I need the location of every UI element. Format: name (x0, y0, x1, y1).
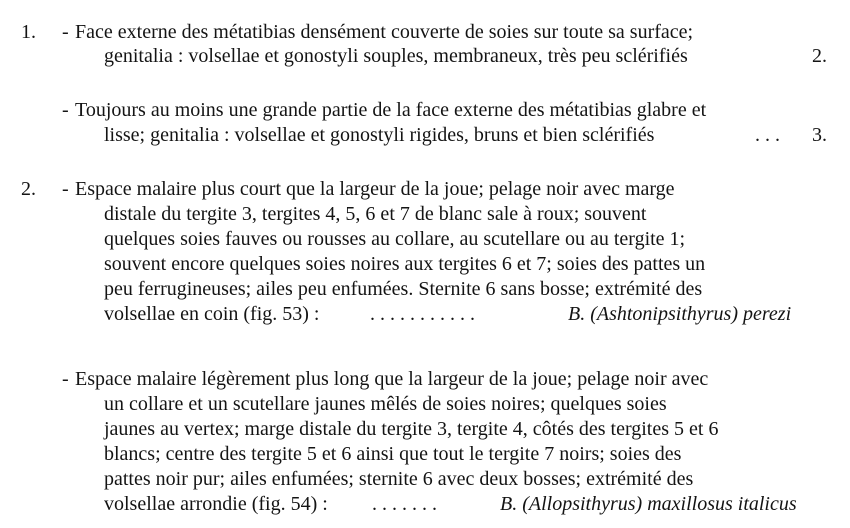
couplet-2b-line-3: jaunes au vertex; marge distale du tergite 3, tergite 4, côtés des tergites 5 et 6 (104, 418, 719, 440)
couplet-1a-line-2: genitalia : volsellae et gonostyli souples, membraneux, très peu sclérifiés (104, 45, 688, 67)
couplet-1b-line-1: Toujours au moins une grande partie de la face externe des métatibias glabre et (75, 99, 707, 121)
couplet-1b-dash: - (62, 99, 69, 121)
couplet-2a-line-3: quelques soies fauves ou rousses au collare, au scutellare ou au tergite 1; (104, 228, 686, 250)
couplet-1a-line-1: Face externe des métatibias densément couverte de soies sur toute sa surface; (75, 21, 694, 43)
couplet-2a-dash: - (62, 178, 69, 200)
couplet-2a-line-1: Espace malaire plus court que la largeur de la joue; pelage noir avec marge (75, 178, 675, 200)
couplet-1-number: 1. (21, 21, 36, 43)
couplet-2a-line-2: distale du tergite 3, tergites 4, 5, 6 et 7 de blanc sale à roux; souvent (104, 203, 647, 225)
couplet-2a-taxon: B. (Ashtonipsithyrus) perezi (568, 303, 792, 325)
couplet-2a-dot-leader: . . . . . . . . . . . (370, 303, 475, 325)
couplet-2b-line-1: Espace malaire légèrement plus long que la largeur de la joue; pelage noir avec (75, 368, 709, 390)
couplet-2b-line-2: un collare et un scutellare jaunes mêlés de soies noires; quelques soies (104, 393, 667, 415)
couplet-2a-line-6: volsellae en coin (fig. 53) : (104, 303, 320, 325)
couplet-1b-line-2: lisse; genitalia : volsellae et gonostyli rigides, bruns et bien sclérifiés (104, 124, 655, 146)
couplet-1b-dot-leader: . . . (755, 124, 780, 146)
couplet-2b-line-6: volsellae arrondie (fig. 54) : (104, 493, 328, 515)
couplet-2b-dash: - (62, 368, 69, 390)
couplet-2-number: 2. (21, 178, 36, 200)
couplet-1a-dash: - (62, 21, 69, 43)
couplet-2a-line-5: peu ferrugineuses; ailes peu enfumées. Sternite 6 sans bosse; extrémité des (104, 278, 703, 300)
couplet-2a-line-4: souvent encore quelques soies noires aux tergites 6 et 7; soies des pattes un (104, 253, 706, 275)
couplet-1a-lead: 2. (812, 45, 827, 67)
couplet-2b-dot-leader: . . . . . . . (372, 493, 437, 515)
couplet-2b-taxon: B. (Allopsithyrus) maxillosus italicus (500, 493, 797, 515)
couplet-2b-line-5: pattes noir pur; ailes enfumées; sternite 6 avec deux bosses; extrémité des (104, 468, 694, 490)
couplet-2b-line-4: blancs; centre des tergite 5 et 6 ainsi que tout le tergite 7 noirs; soies des (104, 443, 682, 465)
couplet-1b-lead: 3. (812, 124, 827, 146)
